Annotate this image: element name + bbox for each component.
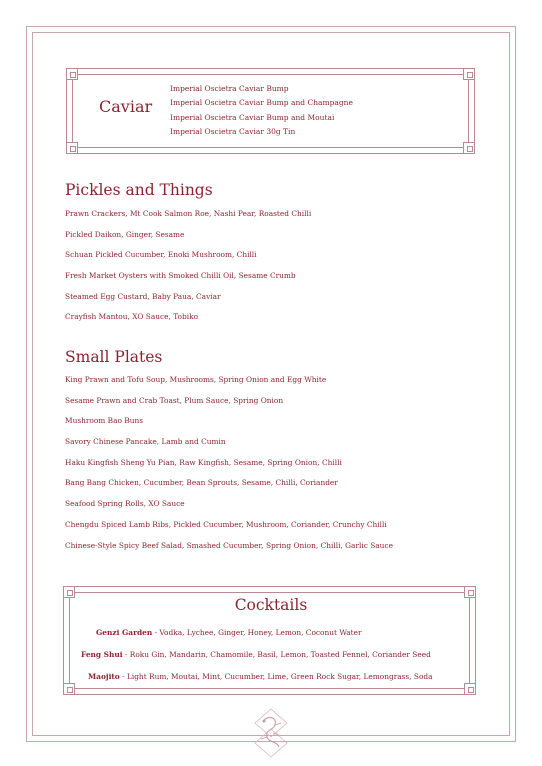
fret-corner-icon [66, 68, 78, 80]
menu-item: King Prawn and Tofu Soup, Mushrooms, Spring Onion and Egg White [65, 375, 327, 384]
menu-item: Chengdu Spiced Lamb Ribs, Pickled Cucumber, Mushroom, Coriander, Crunchy Chilli [65, 519, 387, 529]
cocktail-desc: - Vodka, Lychee, Ginger, Honey, Lemon, Coconut Water [152, 628, 362, 637]
menu-item: Fresh Market Oysters with Smoked Chilli Oil, Sesame Crumb [65, 271, 296, 281]
cocktail-desc: - Roku Gin, Mandarin, Chamomile, Basil, Lemon, Toasted Fennel, Coriander Seed [122, 650, 431, 659]
fret-corner-icon [63, 683, 75, 695]
menu-item: Imperial Oscietra Caviar Bump and Champagne [170, 98, 353, 108]
menu-item: Imperial Oscietra Caviar Bump [170, 84, 289, 93]
cocktail-name: Genzi Garden [96, 628, 153, 637]
menu-item: Prawn Crackers, Mt Cook Salmon Roe, Nashi Pear, Roasted Chilli [65, 209, 312, 218]
menu-item: Savory Chinese Pancake, Lamb and Cumin [65, 437, 226, 447]
caviar-items [170, 82, 353, 139]
cocktail-name: Maojito [88, 672, 120, 681]
menu-item: Bang Bang Chicken, Cucumber, Bean Sprouts, Sesame, Chilli, Coriander [65, 478, 338, 488]
cocktail-desc: - Light Rum, Moutai, Mint, Cucumber, Lime, Green Rock Sugar, Lemongrass, Soda [119, 672, 433, 681]
menu-item: Imperial Oscietra Caviar 30g Tin [170, 126, 296, 136]
dragon-emblem-icon [251, 707, 291, 759]
menu-item: Haku Kingfish Sheng Yu Pian, Raw Kingfish, Sesame, Spring Onion, Chilli [65, 457, 342, 467]
fret-corner-icon [463, 142, 475, 154]
menu-item: Mushroom Bao Buns [65, 416, 144, 426]
pickles-title: Pickles and Things [65, 181, 213, 199]
fret-corner-icon [66, 142, 78, 154]
cocktails-title: Cocktails [234, 596, 308, 614]
cocktail-name: Feng Shui [81, 650, 123, 659]
menu-item: Schuan Pickled Cucumber, Enoki Mushroom, Chilli [65, 250, 257, 260]
menu-item: Pickled Daikon, Ginger, Sesame [65, 229, 185, 239]
fret-corner-icon [463, 68, 475, 80]
small-plates-title: Small Plates [65, 348, 163, 366]
pickles-items [65, 209, 311, 333]
menu-item: Sesame Prawn and Crab Toast, Plum Sauce, Spring Onion [65, 395, 284, 405]
caviar-title: Caviar [99, 97, 153, 116]
menu-item: Imperial Oscietra Caviar Bump and Moutai [170, 112, 335, 122]
menu-item: Chinese-Style Spicy Beef Salad, Smashed Cucumber, Spring Onion, Chilli, Garlic Sauce [65, 540, 393, 550]
menu-item: Seafood Spring Rolls, XO Sauce [65, 499, 185, 509]
cocktail-item [96, 628, 362, 637]
menu-item: Steamed Egg Custard, Baby Paua, Caviar [65, 291, 221, 301]
cocktail-item [88, 672, 433, 681]
cocktail-item [81, 650, 431, 659]
small-plates-items [65, 375, 393, 561]
menu-item: Crayfish Mantou, XO Sauce, Tobiko [65, 312, 199, 322]
fret-corner-icon [464, 683, 476, 695]
